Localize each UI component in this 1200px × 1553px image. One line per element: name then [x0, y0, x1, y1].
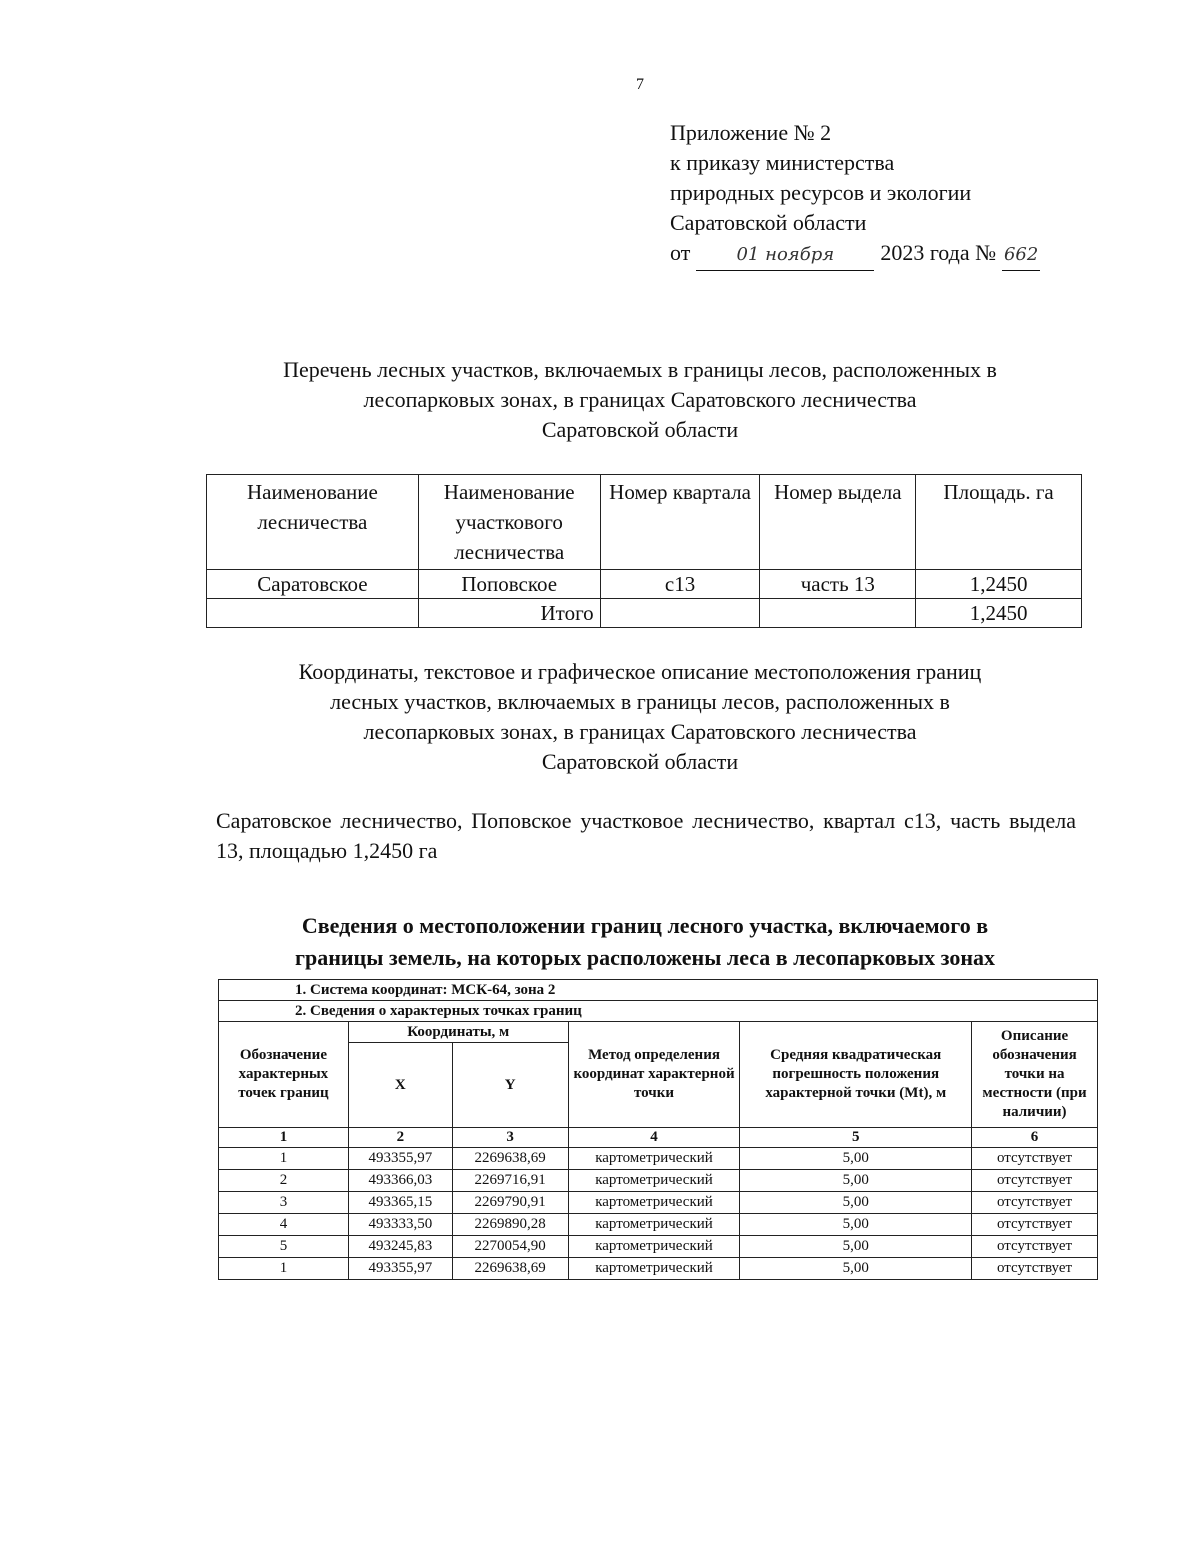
title-line: Саратовской области: [541, 749, 739, 774]
header-district-forestry: Наименование участкового лесничества: [418, 475, 600, 570]
handwritten-date: 01 ноября: [696, 240, 874, 271]
method: картометрический: [568, 1236, 740, 1258]
title-line: границы земель, на которых расположены леса в лесопарковых зонах: [294, 945, 996, 970]
point-id: 4: [219, 1214, 349, 1236]
forest-list-title: [180, 355, 1100, 445]
table-cell: 1,2450: [916, 570, 1082, 599]
description: отсутствует: [972, 1192, 1098, 1214]
description: отсутствует: [972, 1214, 1098, 1236]
error: 5,00: [740, 1214, 972, 1236]
error: 5,00: [740, 1170, 972, 1192]
appendix-line: к приказу министерства: [670, 150, 895, 175]
table-cell: [600, 599, 760, 628]
appendix-header: [670, 118, 1040, 271]
table-cell: [207, 599, 419, 628]
column-number: 3: [452, 1128, 568, 1148]
header-x: X: [348, 1043, 452, 1128]
description: отсутствует: [972, 1258, 1098, 1280]
coordinates-title: [180, 657, 1100, 777]
description: отсутствует: [972, 1236, 1098, 1258]
title-line: Саратовской области: [541, 417, 739, 442]
handwritten-order-number: 662: [1002, 240, 1040, 271]
table-row: [219, 1192, 1098, 1214]
title-line: лесопарковых зонах, в границах Саратовского лесничества: [363, 387, 917, 412]
point-id: 5: [219, 1236, 349, 1258]
coord-y: 2269638,69: [452, 1258, 568, 1280]
coord-y: 2269638,69: [452, 1148, 568, 1170]
table-cell: часть 13: [760, 570, 916, 599]
table-row: [219, 1236, 1098, 1258]
coord-x: 493365,15: [348, 1192, 452, 1214]
table-row: [219, 1258, 1098, 1280]
page-number: 7: [636, 76, 644, 93]
coord-x: 493333,50: [348, 1214, 452, 1236]
table-cell: Саратовское: [207, 570, 419, 599]
table-header-row: [219, 1022, 1098, 1043]
description: отсутствует: [972, 1148, 1098, 1170]
method: картометрический: [568, 1214, 740, 1236]
title-line: Перечень лесных участков, включаемых в границы лесов, расположенных в: [283, 357, 997, 382]
coord-y: 2269716,91: [452, 1170, 568, 1192]
column-number: 6: [972, 1128, 1098, 1148]
title-line: лесопарковых зонах, в границах Саратовского лесничества: [363, 719, 917, 744]
point-id: 3: [219, 1192, 349, 1214]
error: 5,00: [740, 1236, 972, 1258]
plot-description: Саратовское лесничество, Поповское участковое лесничество, квартал с13, часть выдела 13, площадью 1,2450 га: [216, 808, 1076, 863]
table-header-row: [207, 475, 1082, 570]
method: картометрический: [568, 1170, 740, 1192]
header-coordinates: Координаты, м: [348, 1022, 568, 1043]
error: 5,00: [740, 1258, 972, 1280]
appendix-line: природных ресурсов и экологии: [670, 180, 972, 205]
year-label: 2023 года №: [880, 240, 997, 265]
forest-plots-table: [206, 474, 1082, 628]
coord-x: 493355,97: [348, 1148, 452, 1170]
header-forestry: Наименование лесничества: [207, 475, 419, 570]
column-number: 4: [568, 1128, 740, 1148]
total-value: 1,2450: [916, 599, 1082, 628]
header-point-designation: Обозначение характерных точек границ: [219, 1022, 349, 1128]
table-cell: с13: [600, 570, 760, 599]
method: картометрический: [568, 1148, 740, 1170]
table-cell: [760, 599, 916, 628]
appendix-line: Приложение № 2: [670, 120, 832, 145]
coord-y: 2270054,90: [452, 1236, 568, 1258]
coordinate-system: 1. Система координат: МСК-64, зона 2: [219, 980, 1098, 1001]
coordinate-system-row: [219, 980, 1098, 1001]
header-error: Средняя квадратическая погрешность положения характерной точки (Mt), м: [740, 1022, 972, 1128]
coord-y: 2269790,91: [452, 1192, 568, 1214]
coordinates-table: [218, 979, 1098, 1280]
boundary-info-title: [200, 910, 1090, 974]
column-number: 5: [740, 1128, 972, 1148]
points-info: 2. Сведения о характерных точках границ: [219, 1001, 1098, 1022]
coord-x: 493366,03: [348, 1170, 452, 1192]
table-row: [207, 570, 1082, 599]
points-info-row: [219, 1001, 1098, 1022]
title-line: Координаты, текстовое и графическое описание местоположения границ: [298, 659, 982, 684]
column-numbers-row: [219, 1128, 1098, 1148]
column-number: 1: [219, 1128, 349, 1148]
column-number: 2: [348, 1128, 452, 1148]
coord-y: 2269890,28: [452, 1214, 568, 1236]
from-label: от: [670, 240, 691, 265]
header-method: Метод определения координат характерной точки: [568, 1022, 740, 1128]
order-date-line: [670, 238, 1040, 271]
header-area: Площадь. га: [916, 475, 1082, 570]
title-line: Сведения о местоположении границ лесного участка, включаемого в: [301, 913, 989, 938]
header-point-description: Описание обозначения точки на местности (при наличии): [972, 1022, 1098, 1128]
coord-x: 493245,83: [348, 1236, 452, 1258]
error: 5,00: [740, 1192, 972, 1214]
point-id: 1: [219, 1148, 349, 1170]
table-row: [219, 1170, 1098, 1192]
error: 5,00: [740, 1148, 972, 1170]
header-allotment: Номер выдела: [760, 475, 916, 570]
description: отсутствует: [972, 1170, 1098, 1192]
table-row: [219, 1148, 1098, 1170]
appendix-line: Саратовской области: [670, 210, 867, 235]
table-total-row: [207, 599, 1082, 628]
title-line: лесных участков, включаемых в границы лесов, расположенных в: [330, 689, 950, 714]
point-id: 1: [219, 1258, 349, 1280]
header-quarter: Номер квартала: [600, 475, 760, 570]
method: картометрический: [568, 1258, 740, 1280]
point-id: 2: [219, 1170, 349, 1192]
method: картометрический: [568, 1192, 740, 1214]
total-label: Итого: [418, 599, 600, 628]
table-row: [219, 1214, 1098, 1236]
coord-x: 493355,97: [348, 1258, 452, 1280]
table-cell: Поповское: [418, 570, 600, 599]
header-y: Y: [452, 1043, 568, 1128]
